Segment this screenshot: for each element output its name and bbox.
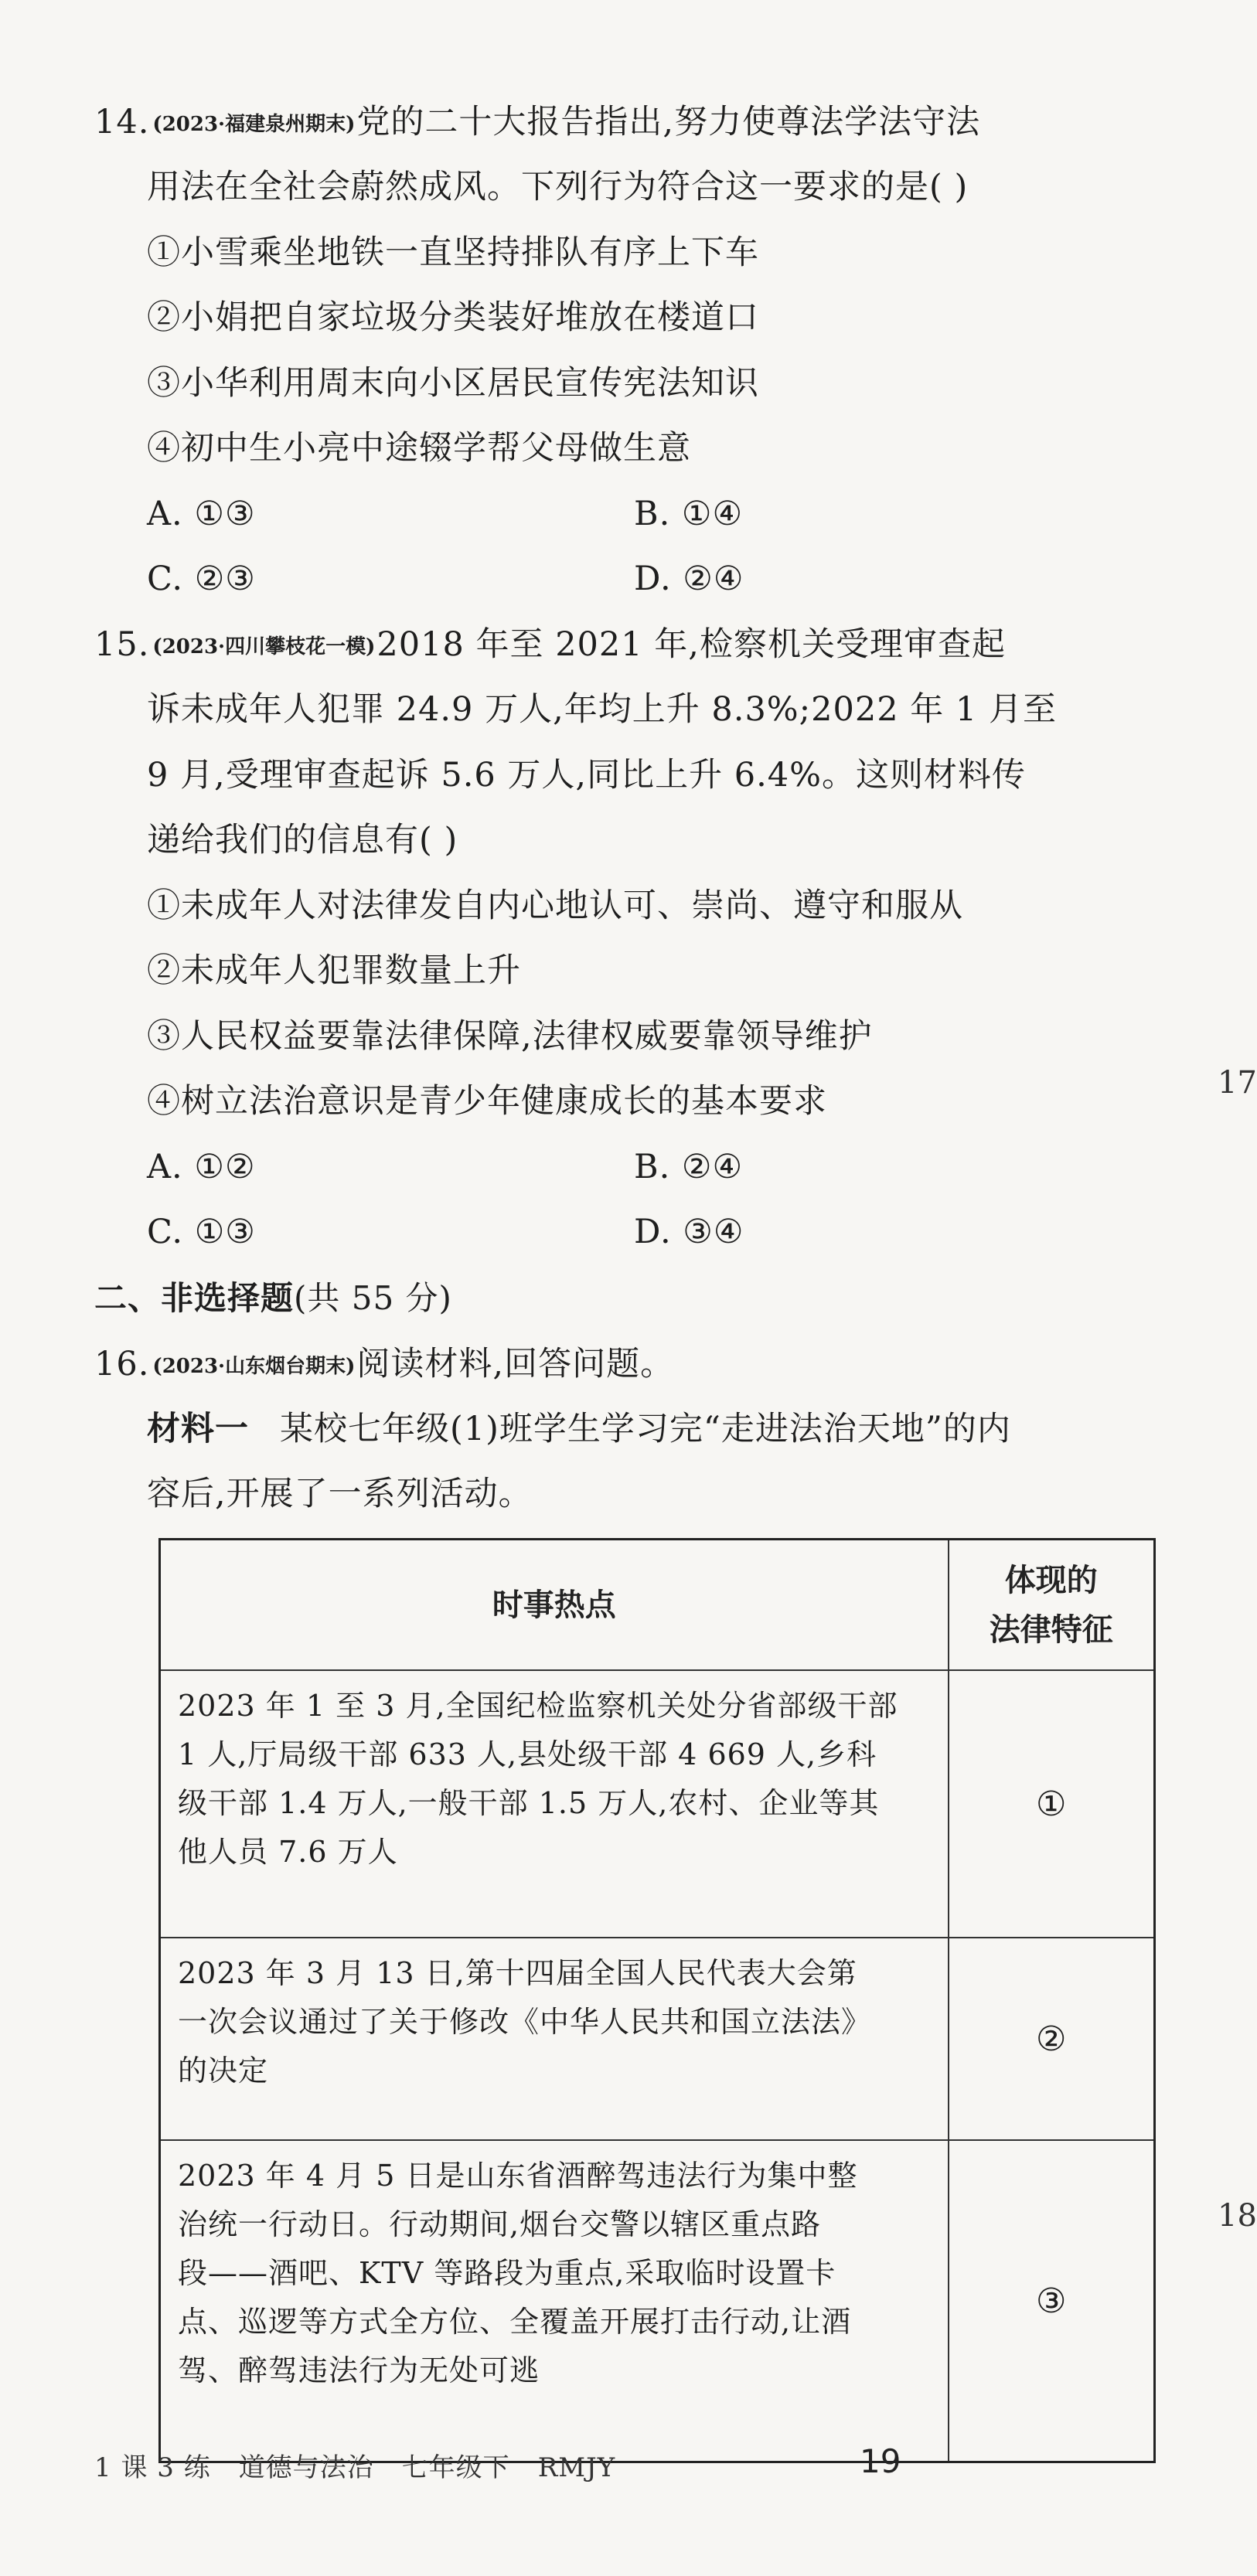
q15-stem-line1 [94,621,1006,670]
q16-material-line2: 容后,开展了一系列活动。 [147,1475,533,1513]
section-heading [94,1275,452,1322]
event-3-line3: 段——酒吧、KTV 等路段为重点,采取临时设置卡 [178,2256,836,2290]
section-title: 二、非选择题 [94,1279,295,1317]
footer-grade: 七年级下 [401,2452,510,2483]
header-event: 时事热点 [160,1540,949,1671]
event-3-line2: 治统一行动日。行动期间,烟台交警以辖区重点路 [178,2207,822,2241]
q15-item-1: ①未成年人对法律发自内心地认可、崇尚、遵守和服从 [147,886,963,925]
event-3-line1: 2023 年 4 月 5 日是山东省酒醉驾违法行为集中整 [178,2159,858,2193]
q15-option-d: D. ③④ [634,1213,744,1251]
q15-stem-line3: 9 月,受理审查起诉 5.6 万人,同比上升 6.4%。这则材料传 [147,756,1026,795]
q14-item-1: ①小雪乘坐地铁一直坚持排队有序上下车 [147,233,759,272]
q16-material-line1 [147,1406,1011,1452]
q16-stem-text: 阅读材料,回答问题。 [356,1345,675,1383]
q14-number: 14. [94,103,150,141]
event-1-line4: 他人员 7.6 万人 [178,1835,398,1869]
event-2-line1: 2023 年 3 月 13 日,第十四届全国人民代表大会第 [178,1956,857,1990]
q14-item-3: ③小华利用周末向小区居民宣传宪法知识 [147,364,759,403]
header-feature [949,1540,1155,1671]
table-row [160,1938,1155,2140]
q14-stem-line2: 用法在全社会蔚然成风。下列行为符合这一要求的是( ) [147,168,969,206]
footer-practice: 1 课 3 练 [94,2452,211,2483]
feature-blank-1: ① [949,1670,1155,1938]
q14-option-c: C. ②③ [147,560,256,598]
footer-subject: 道德与法治 [238,2452,374,2483]
side-page-number-upper: 17 [1218,1065,1257,1101]
table-header-row [160,1540,1155,1671]
event-3-line5: 驾、醉驾违法行为无处可逃 [178,2353,540,2387]
table-row [160,2140,1155,2462]
event-1-line3: 级干部 1.4 万人,一般干部 1.5 万人,农村、企业等其 [178,1786,880,1820]
event-3-line4: 点、巡逻等方式全方位、全覆盖开展打击行动,让酒 [178,2305,852,2339]
q15-stem-line2: 诉未成年人犯罪 24.9 万人,年均上升 8.3%;2022 年 1 月至 [147,690,1057,729]
q16-stem [94,1341,674,1390]
q14-item-2: ②小娟把自家垃圾分类装好堆放在楼道口 [147,298,759,337]
q15-item-3: ③人民权益要靠法律保障,法律权威要靠领导维护 [147,1017,873,1056]
q14-option-b: B. ①④ [634,495,744,533]
q14-stem-text1: 党的二十大报告指出,努力使尊法学法守法 [356,103,981,141]
event-cell-1 [160,1670,949,1938]
q14-source: (2023·福建泉州期末) [152,113,356,136]
header-feature-line1: 体现的 [1004,1562,1098,1598]
table-row [160,1670,1155,1938]
q16-source: (2023·山东烟台期末) [152,1355,356,1378]
footer-info [94,2446,643,2484]
q16-number: 16. [94,1345,150,1383]
event-cell-2 [160,1938,949,2140]
q15-option-c: C. ①③ [147,1213,256,1251]
q14-stem-line1 [94,99,980,148]
event-1-line2: 1 人,厅局级干部 633 人,县处级干部 4 669 人,乡科 [178,1737,877,1771]
q15-source: (2023·四川攀枝花一模) [152,635,376,658]
q14-option-a: A. ①③ [147,495,256,533]
page-number: 19 [860,2442,901,2480]
q15-stem-line4: 递给我们的信息有( ) [147,821,458,859]
footer-edition: RMJY [537,2452,616,2483]
material-text1: 某校七年级(1)班学生学习完“走进法治天地”的内 [280,1410,1011,1448]
side-page-number-lower: 18 [1218,2198,1257,2234]
feature-blank-3: ③ [949,2140,1155,2462]
feature-blank-2: ② [949,1938,1155,2140]
event-2-line3: 的决定 [178,2054,269,2088]
material-label: 材料一 [147,1410,249,1448]
q14-item-4: ④初中生小亮中途辍学帮父母做生意 [147,429,691,468]
q15-item-2: ②未成年人犯罪数量上升 [147,951,521,990]
q15-option-b: B. ②④ [634,1148,744,1186]
event-2-line2: 一次会议通过了关于修改《中华人民共和国立法法》 [178,2005,872,2039]
q15-stem-text1: 2018 年至 2021 年,检察机关受理审查起 [376,625,1006,664]
events-table [158,1538,1156,2463]
q15-item-4: ④树立法治意识是青少年健康成长的基本要求 [147,1082,827,1121]
q14-option-d: D. ②④ [634,560,744,598]
event-1-line1: 2023 年 1 至 3 月,全国纪检监察机关处分省部级干部 [178,1689,898,1723]
q15-option-a: A. ①② [147,1148,256,1186]
q15-number: 15. [94,625,150,664]
section-points: (共 55 分) [294,1279,452,1317]
header-feature-line2: 法律特征 [989,1611,1113,1648]
event-cell-3 [160,2140,949,2462]
